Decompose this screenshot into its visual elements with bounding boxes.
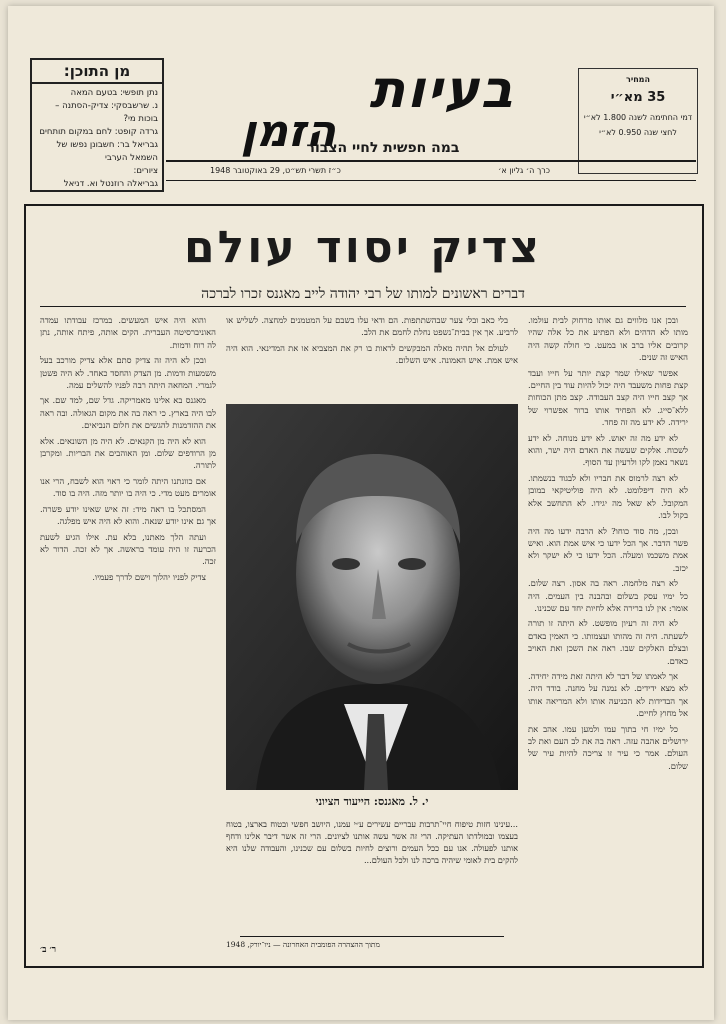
paragraph: אך לאמתו של דבר לא היתה זאת מידה יחידה. לא מצא ידידים. לא נמנה על מחנה. בודד היה. אך הבדידות לא הכניעה אותו ולא המריאה אותו אל מחוץ לחיים. [528,670,688,719]
table-of-contents [30,58,164,192]
article-column-left [40,314,216,938]
center-intro-2: לעולם אל תהיה מאלה המבקשים לראות בו רק את המצביא או את המדינאי. הוא היה איש אמת. איש האמונה. איש השלום. [226,342,518,366]
contents-item: ציורים: [133,166,158,176]
portrait-photo-icon [226,404,518,790]
paragraph: ובכן לא היה זה צדיק סתם אלא צדיק מורכב בעל משמעות ודמות. מן הצדק והחסד כאחד. לא היה פשטן לגמרי. המחאה היתה רבה לפניו להשלים עמה. [40,355,216,391]
contents-list [36,87,158,191]
masthead-rule-bottom [166,180,696,181]
paragraph: לא רצה מלחמה. ראה בה אסון. רצה שלום. כל ימיו עסק בשלום ובהבנה בין העמים. היה אומר: אין לנו ברירה אלא לחיות יחד עם שכנינו. [528,578,688,613]
subscription-year: דמי החתימה לשנה 1.800 לא״י [583,113,693,122]
contents-item: גבריאלה רוזנטל וא. דניאל [63,179,158,189]
headline-rule [40,306,686,307]
center-intro: בלי כאב ובלי צער שבהשתתפות. הם ודאי עלו בשבם על המטמנים למחצה. לשליש או לרביע. אך אין בבית־נשפט נחלת לחמם את הלב. [226,315,518,338]
photo-caption: י. ל. מאגנס: הייעוד הציוני [315,795,429,808]
logo-top-word: בעיות [366,60,525,120]
logo-bottom-word: הזמן [238,106,345,157]
paragraph: לא רצה לרמוס את חבריו ולא לבגוד בנשמתו. לא היה דיפלומט. לא היה פוליטיקאי במובן המקובל. לא שאל מה יגידו. לא התחשב אלא בקול לבו. [528,472,688,521]
paragraph: לא ידע מה זה יאוש. לא ידע מנוחה. לא ידע לשכוח. אלקים שעשה את האדם היה ישר, והוא נשאר נאמן לקו ולרעיון עד הסוף. [528,432,688,468]
article-headline: צדיק יסוד עולם [183,222,543,273]
portrait-photo [226,404,518,790]
article-subheadline: דברים ראשונים למותו של רבי יהודה לייב מאגנס זכרו לברכה [201,286,525,302]
paragraph: ובכן אנו מלווים גם אותו מרחוק לבית עולמו. מותו לא הדהים ולא הפתיע את כל אלה שהיו קרובים אליו ברב או במעט. כי חולה קשה היה האיש זה שנים. [528,315,688,363]
price-value: 35 מא״י [610,90,666,105]
paragraph: הוא לא היה מן הקנאים. לא היה מן השונאים. אלא מן הרודפים שלום. ומן האוהבים את הבריות. ומקרבן לתורה. [40,435,216,471]
paragraph: והוא היה איש המעשים. במרכז עבודתו עמדה האוניברסיטה העברית. הקים אותה, פיתח אותה, נתן לה רוח ודמות. [40,315,216,350]
author-signature: ר׳ ב׳ [40,945,57,955]
article-column-center-top [226,314,518,398]
paragraph: המסתכל בו ראה מיד: זה איש שאינו יודע פשרה. אך גם אינו יודע שנאה. והוא לא היה איש מפלגה. [40,503,216,527]
paragraph: צדיק לפניו יהלוך וישם לדרך פעמיו. [92,571,206,582]
article-column-right [528,314,688,954]
masthead-rule-top [166,160,696,162]
issue-volume: כרך ה׳ גליון א׳ [498,166,550,175]
paragraph: לא היה זה רעיון מופשט. לא היתה זו תורה לשעתה. היה זה מהותו ועצמותו. כי האמין באדם ובצלם האלקים שבו. ראה את השכן ואת האויב כאדם. [528,618,688,666]
price-label: המחיר [626,75,650,84]
contents-title: מן התוכן: [32,62,162,84]
contents-item: השמאל הערבי [104,153,158,163]
quote-source: מתוך ההצהרה הפומבית האחרונה — ניו־יורק, 1948 [226,940,380,949]
contents-item: בוכות מי? [123,114,158,124]
contents-item: גבריאל בר: חשבונן נפשו של [56,140,158,150]
paragraph: מאגנס בא אלינו מאמריקה. גדל שם, למד שם. אך לבו היה בארץ. כי ראה בה את מקום הגאולה. ובה ראה את ההזדמנות להגשים את חלום הנביאים. [40,395,216,431]
price-box [578,68,698,174]
contents-item: גרדה קופט: לחם במקום תותחים [39,127,158,137]
paragraph: ועתה הלך מאתנו, בלא עת. אילו הגיע לשעת הכרעה זו היה עומד בראשה. אך לא זכה. הדור לא זכה. [40,531,216,567]
masthead-tagline: במה חפשית לחיי הצבור [306,140,460,156]
quote-rule [240,936,504,937]
issue-line [210,166,550,175]
subscription-half: לחצי שנה 0.950 לא״י [599,128,677,137]
paragraph: אפשר שאילו שמר קצת יותר על חייו ועבד קצת פחות משעבד היה יכול להיות עוד בין החיים. אך קצב חייו היה קצב העבודה. קצב מתן הכוחות ללא־סייג. לא הפחיד אותו ברור אפשרוי של ירידה. לא ידע מה זה פחד. [528,367,688,428]
pull-quote: ...עינינו חזות טיפוח חיי־תרבות עבריים עשירים ע״י עמנו, היושב חפשי ובטוח בארצו, בטוח בעצמו ובמולדתו העתיקה. הרי זה אשר עשה אותנו לציונים. הרי זה אשר דיבר אלינו ודחף אותנו לפעולה. אנו עם ככל העמים ורוצים לחיות בשלום עם שכנינו, והעבודה שלנו היא להקים בית לאומי שיהיה ברכה לנו ולכל העולם... [226,819,518,865]
contents-item: נ. שרשבסקי: צדיק-הסתנה – [55,101,158,111]
paragraph: כל ימיו חי בתוך עמו ולמען עמו. אהב את ירושלים אהבה עזה. ראה בה את לב העם ואת לב העולם. אמר כי עיר זו צריכה להיות עיר של שלום. [528,723,688,771]
paragraph: אם כוונתנו היתה לומר כי ראוי הוא לשבח, הרי אנו אומרים מעט מדי. כי היה בו יותר מזה. היה בו סוד. [40,475,216,499]
paragraph: ובכן, מה סוד כוחו? לא הרבה ידעו מה היה פשר הדבר. אך הכל ידעו כי איש אמת הוא. ואיש אמת משכמו ומעלה. הכל ידעו כי לא ישקר ולא יכזב. [528,525,688,573]
issue-date: כ״ז תשרי תש״ט, 29 באוקטובר 1948 [210,166,341,175]
contents-item: נתן תופשי: בטעם המאה [70,88,158,98]
